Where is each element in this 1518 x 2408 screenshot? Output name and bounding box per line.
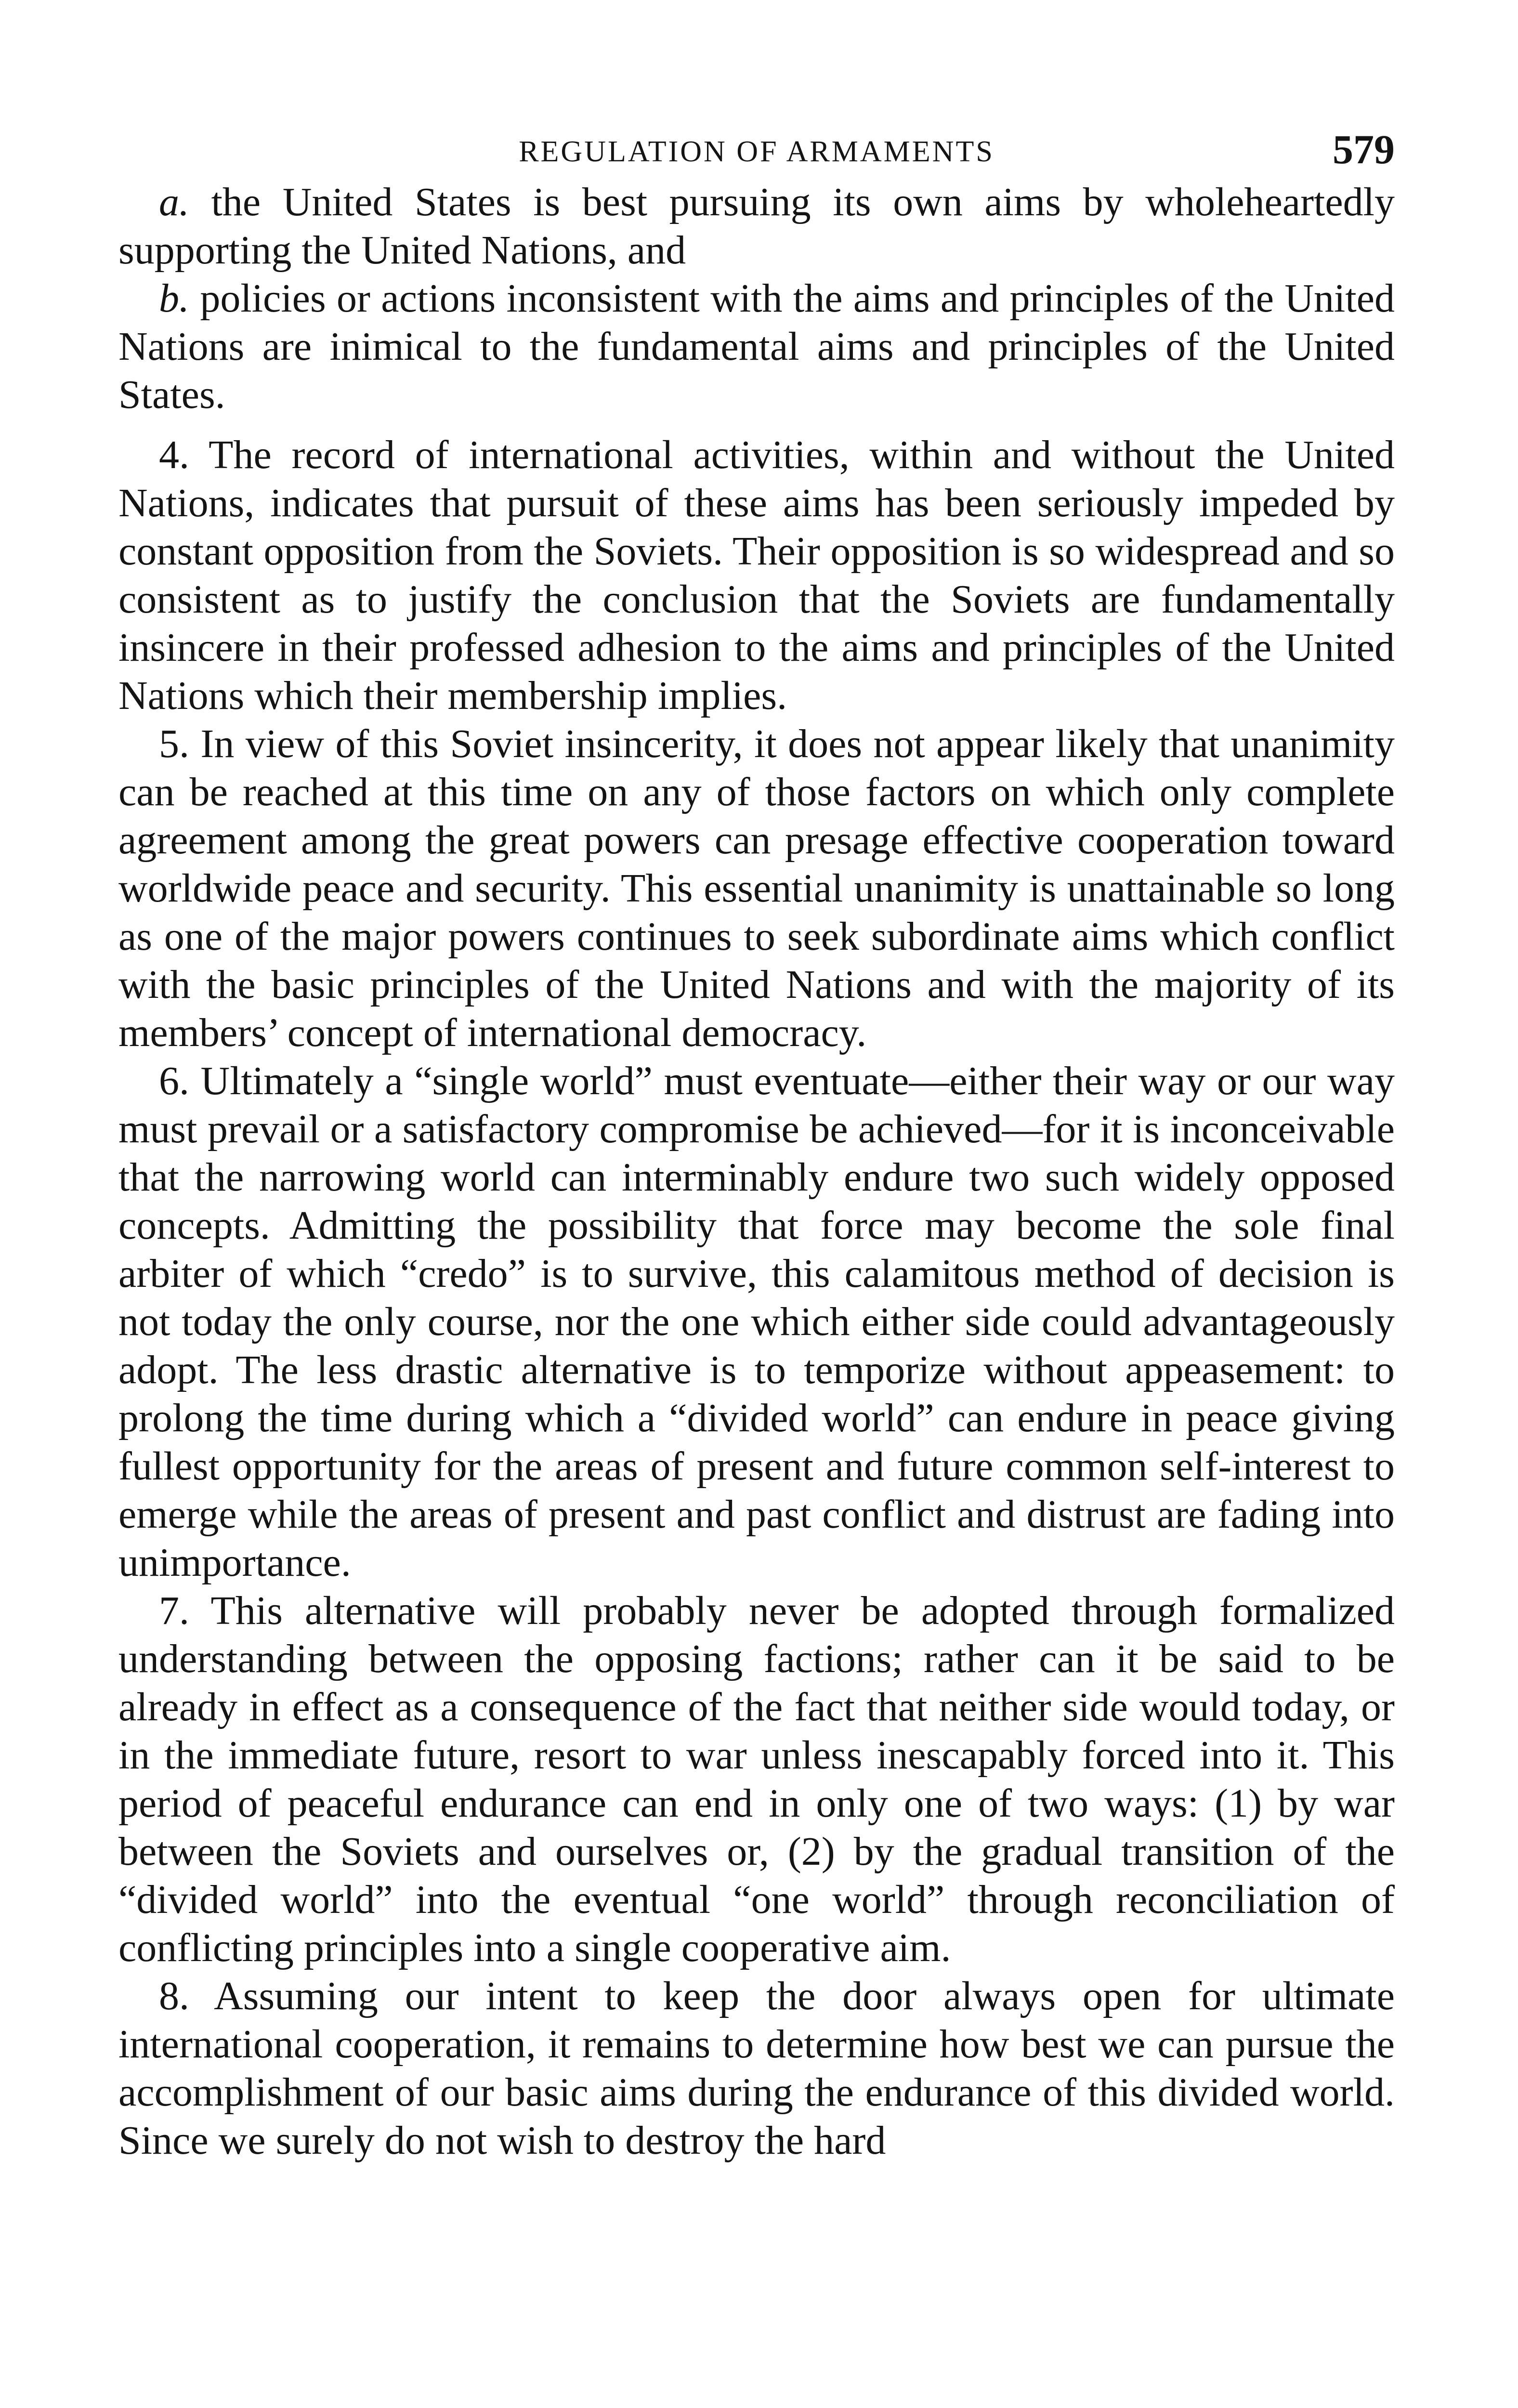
paragraph-4: 4. The record of international activities, within and without the United Nations, indicates that pursuit of these aims has been seriously impeded by constant opposition from the Soviets. Their opposition is so widespread and so consistent as to justify the conclusion that the Soviets are fundamentally insincere in their professed adhesion to the aims and principles of the United Nations which their membership implies. — [118, 432, 1395, 718]
list-item-label: b. — [159, 276, 189, 321]
body-text — [118, 178, 1395, 2165]
list-item-b — [118, 275, 1395, 419]
page-number: 579 — [1333, 126, 1395, 172]
running-title: REGULATION OF ARMAMENTS — [519, 135, 995, 168]
paragraph-8: 8. Assuming our intent to keep the door always open for ultimate international cooperation, it remains to determine how best we can pursue the accomplishment of our basic aims during the endurance of this divided world. Since we surely do not wish to destroy the hard — [118, 1974, 1395, 2163]
paragraph-6: 6. Ultimately a “single world” must eventuate—either their way or our way must prevail or a satisfactory compromise be achieved—for it is inconceivable that the narrowing world can interminably endure two such widely opposed concepts. Admitting the possibility that force may become the sole final arbiter of which “credo” is to survive, this calamitous method of decision is not today the only course, nor the one which either side could advantageously adopt. The less drastic alternative is to temporize without appeasement: to prolong the time during which a “divided world” can endure in peace giving fullest opportunity for the areas of present and future common self-interest to emerge while the areas of present and past conflict and distrust are fading into unimportance. — [118, 1059, 1395, 1585]
paragraph-5: 5. In view of this Soviet insincerity, it does not appear likely that unanimity can be reached at this time on any of those factors on which only complete agreement among the great powers can presage effective cooperation toward worldwide peace and security. This essential unanimity is unattainable so long as one of the major powers continues to seek subordinate aims which conflict with the basic principles of the United Nations and with the majority of its members’ concept of international democracy. — [118, 721, 1395, 1055]
list-item-text: policies or actions inconsistent with the aims and principles of the United Nations are inimical to the fundamental aims and principles of the United States. — [118, 276, 1395, 417]
list-item-a — [118, 178, 1395, 275]
document-page — [118, 125, 1395, 2165]
list-item-label: a. — [159, 180, 189, 224]
running-header — [118, 125, 1395, 178]
paragraph-7: 7. This alternative will probably never be adopted through formalized understanding between the opposing factions; rather can it be said to be already in effect as a consequence of the fact that neither side would today, or in the immediate future, resort to war unless inescapably forced into it. This period of peaceful endurance can end in only one of two ways: (1) by war between the Soviets and ourselves or, (2) by the gradual transition of the “divided world” into the eventual “one world” through reconciliation of conflicting principles into a single cooperative aim. — [118, 1588, 1395, 1970]
list-item-text: the United States is best pursuing its own aims by wholeheartedly supporting the United Nations, and — [118, 180, 1395, 273]
